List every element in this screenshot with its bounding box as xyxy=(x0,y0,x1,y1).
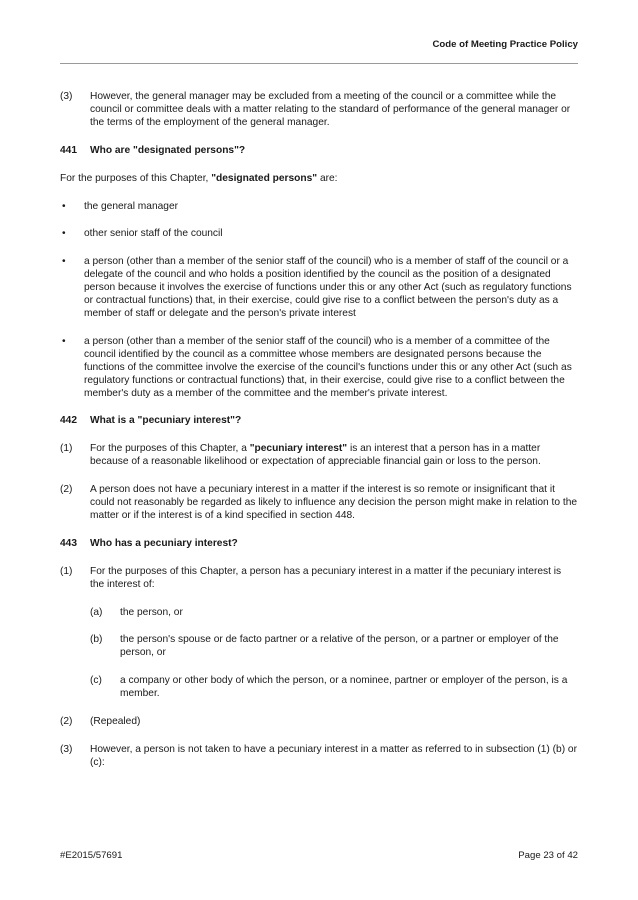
section-title: What is a "pecuniary interest"? xyxy=(90,415,242,427)
paragraph-3-general-manager xyxy=(60,91,578,130)
subparagraph-text: the person's spouse or de facto partner or a relative of the person, or a partner or employer of the person, or xyxy=(120,634,559,659)
subparagraph-number: (c) xyxy=(90,675,102,687)
page-footer xyxy=(60,850,578,863)
paragraph-text: For the purposes of this Chapter, a person has a pecuniary interest in a matter if the pecuniary interest is the interest of: xyxy=(90,565,562,590)
paragraph-number: (1) xyxy=(60,565,73,577)
list-item xyxy=(60,228,578,241)
paragraph-number: (2) xyxy=(60,716,73,728)
bullet-icon: • xyxy=(62,200,66,212)
list-item-text: a person (other than a member of the senior staff of the council) who is a member of a committee of the council identified by the council as a committee whose members are designated persons because the functions of the committee involve the exercise of the council's functions under this or any other Act (such as regulatory functions or contractual functions) that, in their exercise, could give rise to a conflict between the member's duty as a member of the committee and the member's private interest. xyxy=(84,335,572,399)
section-443-paragraph-3 xyxy=(60,744,578,770)
paragraph-text: (Repealed) xyxy=(90,716,141,728)
paragraph-number: (3) xyxy=(60,91,73,102)
section-443-paragraph-2 xyxy=(60,716,578,729)
paragraph-number: (1) xyxy=(60,443,73,455)
subparagraph-text: the person, or xyxy=(120,606,183,618)
intro-text-end: are: xyxy=(317,172,338,184)
defined-term: "pecuniary interest" xyxy=(249,443,348,455)
paragraph-text: A person does not have a pecuniary interest in a matter if the interest is so remote or insignificant that it could not reasonably be regarded as likely to influence any decision the person might make in relation to the matter or if the interest is of a kind specified in section 448. xyxy=(90,484,578,521)
list-item xyxy=(60,256,578,321)
subparagraph-number: (b) xyxy=(90,634,103,646)
subparagraph-text: a company or other body of which the person, or a nominee, partner or employer of the person, is a member. xyxy=(120,675,568,700)
section-441-heading xyxy=(60,145,578,158)
intro-text: For the purposes of this Chapter, xyxy=(60,172,212,184)
paragraph-text-end: is an interest that a person has in a matter because of a reasonable likelihood or expectation of appreciable financial gain or loss to the person. xyxy=(90,443,541,468)
list-item xyxy=(60,336,578,401)
list-item-text: a person (other than a member of the senior staff of the council) who is a member of staff of the council or a delegate of the council and who holds a position identified by the council as the position of a designated person because it involves the exercise of functions under this or any other Act (such as regulatory functions or contractual functions) that, in their exercise, could give rise to a conflict between the person's duty as a member of staff or delegate and the person's private interest xyxy=(84,256,572,319)
section-441-intro xyxy=(60,173,578,186)
section-443-heading xyxy=(60,538,578,551)
subparagraph-a xyxy=(90,607,578,620)
document-reference: #E2015/57691 xyxy=(60,850,123,861)
section-title: Who has a pecuniary interest? xyxy=(90,537,238,549)
subparagraph-c xyxy=(90,675,578,701)
section-442-heading xyxy=(60,415,578,428)
section-442-paragraph-1 xyxy=(60,443,578,469)
paragraph-number: (3) xyxy=(60,744,73,755)
section-number: 441 xyxy=(60,144,77,156)
paragraph-text: However, a person is not taken to have a pecuniary interest in a matter as referred to in subsection (1) (b) or (c): xyxy=(90,744,577,768)
section-number: 442 xyxy=(60,415,77,427)
document-title: Code of Meeting Practice Policy xyxy=(432,39,578,50)
paragraph-text-start: For the purposes of this Chapter, a xyxy=(90,443,250,455)
list-item-text: other senior staff of the council xyxy=(84,228,223,240)
page-body xyxy=(60,91,578,785)
bullet-icon: • xyxy=(62,335,66,347)
defined-term: "designated persons" xyxy=(211,172,318,184)
page-header xyxy=(60,39,578,64)
paragraph-text xyxy=(90,443,578,469)
section-442-paragraph-2 xyxy=(60,484,578,523)
section-number: 443 xyxy=(60,537,77,549)
paragraph-number: (2) xyxy=(60,484,73,496)
page-number: Page 23 of 42 xyxy=(518,850,578,861)
section-title: Who are "designated persons"? xyxy=(90,144,246,156)
subparagraph-b xyxy=(90,634,578,660)
section-443-paragraph-1 xyxy=(60,566,578,592)
list-item xyxy=(60,201,578,214)
subparagraph-number: (a) xyxy=(90,606,103,618)
bullet-icon: • xyxy=(62,256,66,268)
bullet-icon: • xyxy=(62,228,66,240)
paragraph-text: However, the general manager may be excluded from a meeting of the council or a committee while the council or committee deals with a matter relating to the standard of performance of the general manager or the terms of the employment of the general manager. xyxy=(90,91,571,128)
list-item-text: the general manager xyxy=(84,200,179,212)
